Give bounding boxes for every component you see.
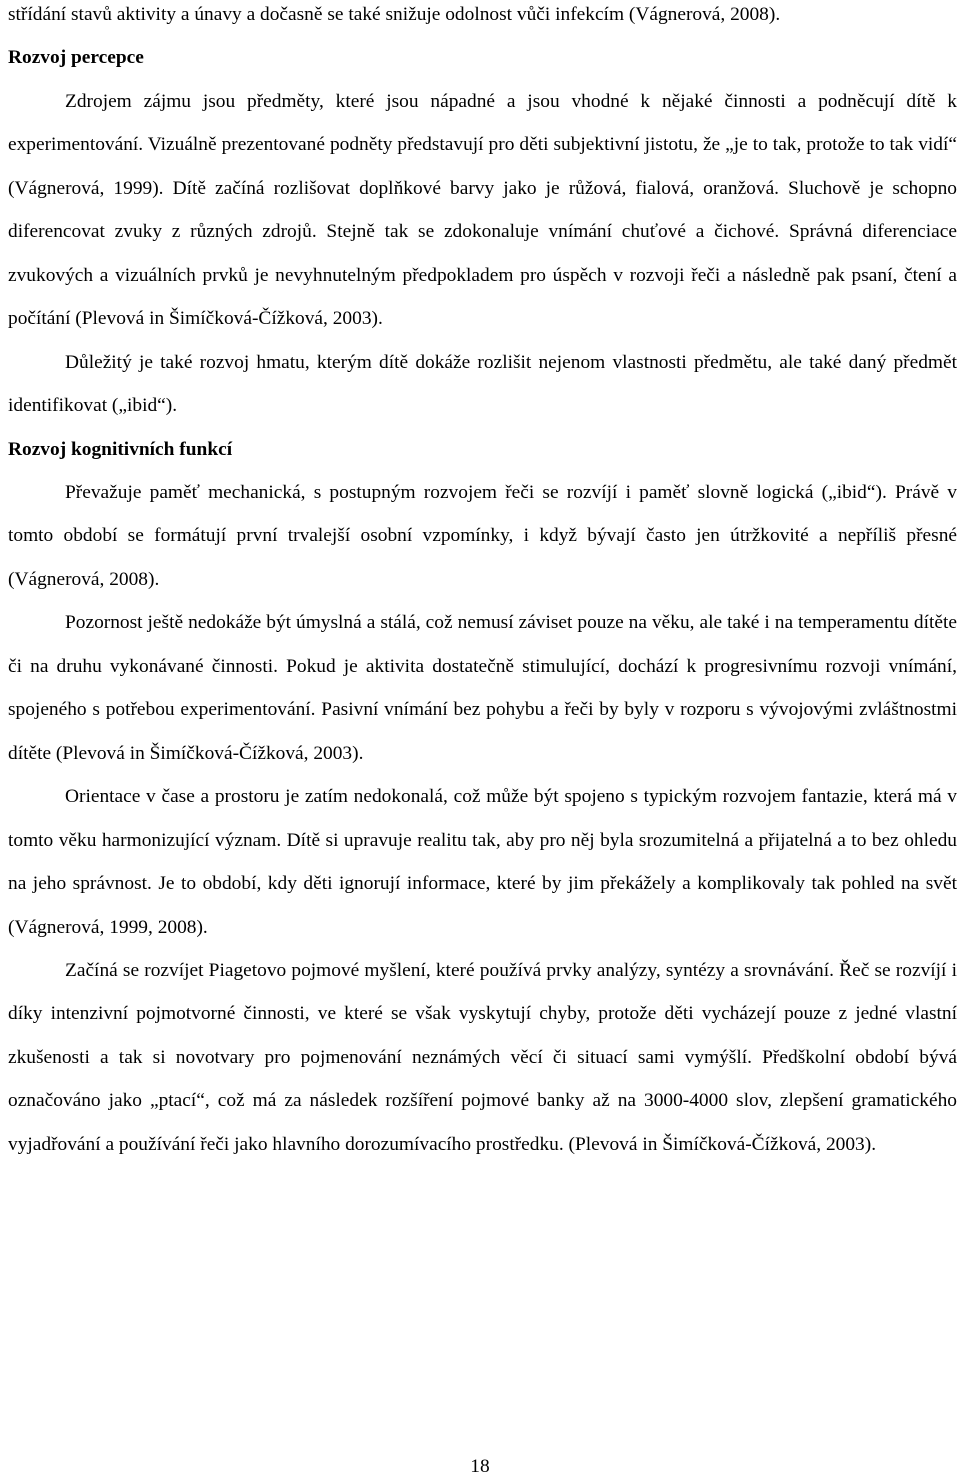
paragraph-top: střídání stavů aktivity a únavy a dočasně se také snižuje odolnost vůči infekcím (Vágnerová, 2008).: [8, 4, 781, 25]
paragraph-cognitive-4: Začíná se rozvíjet Piagetovo pojmové myšlení, které používá prvky analýzy, syntézy a srovnávání. Řeč se rozvíjí i díky intenzivní pojmotvorné činnosti, ve které se však vyskytují chyby, protože děti vycházejí pouze z jedné vlastní zkušenosti a tak si novotvary pro pojmenování neznámých věcí či situací sami vymýšlí. Předškolní období bývá označováno jako „ptací“, což má za následek rozšíření pojmové banky až na 3000-4000 slov, zlepšení gramatického vyjadřování a používání řeči jako hlavního dorozumívacího prostředku. (Plevová in Šimíčková-Čížková, 2003).: [8, 959, 957, 1155]
paragraph-cognitive-2: Pozornost ještě nedokáže být úmyslná a stálá, což nemusí záviset pouze na věku, ale také i na temperamentu dítěte či na druhu vykonávané činnosti. Pokud je aktivita dostatečně stimulující, dochází k progresivnímu rozvoji vnímání, spojeného s potřebou experimentování. Pasivní vnímání bez pohybu a řeči by byly v rozporu s vývojovými zvláštnostmi dítěte (Plevová in Šimíčková-Čížková, 2003).: [8, 612, 957, 764]
page-number: 18: [470, 1456, 490, 1477]
paragraph-cognitive-3: Orientace v čase a prostoru je zatím nedokonalá, což může být spojeno s typickým rozvojem fantazie, která má v tomto věku harmonizující význam. Dítě si upravuje realitu tak, aby pro něj byla srozumitelná a přijatelná a to bez ohledu na jeho správnost. Je to období, kdy děti ignorují informace, které by jim překážely a komplikovaly tak pohled na svět (Vágnerová, 1999, 2008).: [8, 786, 957, 938]
paragraph-perception-2: Důležitý je také rozvoj hmatu, kterým dítě dokáže rozlišit nejenom vlastnosti předmětu, ale také daný předmět identifikovat („ibid“).: [8, 351, 957, 417]
heading-cognitive: Rozvoj kognitivních funkcí: [8, 438, 233, 460]
heading-perception: Rozvoj percepce: [8, 47, 144, 69]
paragraph-cognitive-1: Převažuje paměť mechanická, s postupným rozvojem řeči se rozvíjí i paměť slovně logická („ibid“). Právě v tomto období se formátují první trvalejší osobní vzpomínky, i když bývají často jen útržkovité a nepříliš přesné (Vágnerová, 2008).: [8, 481, 957, 590]
document-page: [8, 0, 957, 1166]
paragraph-perception-1: Zdrojem zájmu jsou předměty, které jsou nápadné a jsou vhodné k nějaké činnosti a podněcují dítě k experimentování. Vizuálně prezentované podněty představují pro děti subjektivní jistotu, že „je to tak, protože to tak vidí“ (Vágnerová, 1999). Dítě začíná rozlišovat doplňkové barvy jako je růžová, fialová, oranžová. Sluchově je schopno diferencovat zvuky z různých zdrojů. Stejně tak se zdokonaluje vnímání chuťové a čichové. Správná diferenciace zvukových a vizuálních prvků je nevyhnutelným předpokladem pro úspěch v rozvoji řeči a následně pak psaní, čtení a počítání (Plevová in Šimíčková-Čížková, 2003).: [8, 90, 957, 330]
